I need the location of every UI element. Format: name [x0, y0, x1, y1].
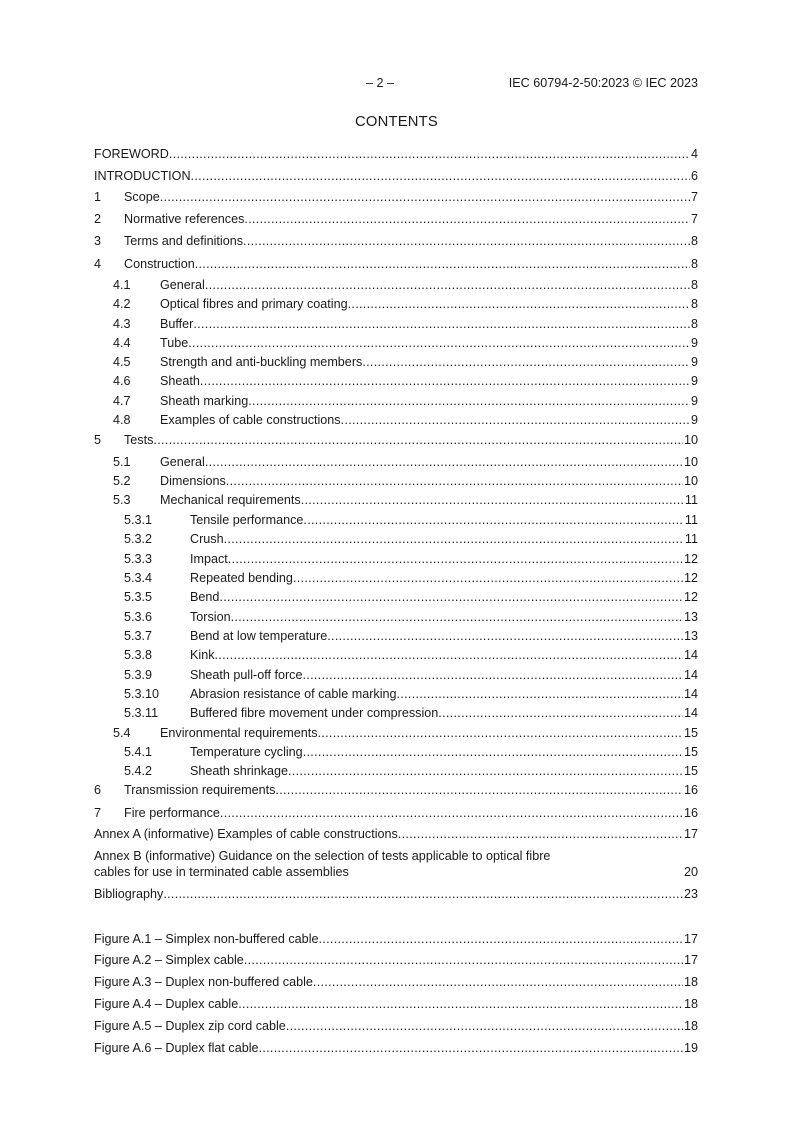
toc-entry[interactable]: 5.3.11 Buffered fibre movement under compression . . . 14 [94, 705, 698, 721]
toc-entry[interactable]: 4.6 Sheath . . . 9 [94, 373, 698, 389]
toc-entry[interactable]: 5.1 General . . . 10 [94, 454, 698, 470]
toc-entry[interactable]: 7 Fire performance . . . 16 [94, 805, 698, 821]
toc-entry[interactable]: 4.5 Strength and anti-buckling members . . . 9 [94, 354, 698, 370]
toc-entry[interactable]: 2 Normative references . . . 7 [94, 211, 698, 227]
toc-entry[interactable]: 4.4 Tube . . . 9 [94, 335, 698, 351]
toc-entry[interactable]: 5 Tests . . . 10 [94, 432, 698, 448]
toc-entry-bibliography[interactable]: Bibliography . . . 23 [94, 886, 698, 902]
toc-entry[interactable]: 5.4 Environmental requirements . . . 15 [94, 725, 698, 741]
toc-entry[interactable]: 1 Scope . . . 7 [94, 189, 698, 205]
toc-entry[interactable]: 5.3.4 Repeated bending . . . 12 [94, 570, 698, 586]
toc-entry[interactable]: 5.3.8 Kink . . . 14 [94, 647, 698, 663]
annex-b-title-line2: cables for use in terminated cable assemblies 20 [94, 865, 698, 879]
page-number: – 2 – [366, 76, 395, 90]
toc-entry[interactable]: 4.2 Optical fibres and primary coating . . . 8 [94, 296, 698, 312]
figure-entry[interactable]: Figure A.5 – Duplex zip cord cable . . . 18 [94, 1018, 698, 1034]
toc-entry[interactable]: 4.8 Examples of cable constructions . . . 9 [94, 412, 698, 428]
toc-entry[interactable]: 5.3.1 Tensile performance . . . 11 [94, 512, 698, 528]
toc-entry[interactable]: 4 Construction . . . 8 [94, 256, 698, 272]
toc-entry[interactable]: 3 Terms and definitions . . . 8 [94, 233, 698, 249]
toc-entry[interactable]: 5.3.9 Sheath pull-off force . . . 14 [94, 667, 698, 683]
toc-entry[interactable]: INTRODUCTION . . . 6 [94, 168, 698, 184]
toc-entry[interactable]: 5.3.7 Bend at low temperature . . . 13 [94, 628, 698, 644]
toc-entry[interactable]: 6 Transmission requirements . . . 16 [94, 782, 698, 798]
toc-entry[interactable]: 5.2 Dimensions . . . 10 [94, 473, 698, 489]
toc-entry[interactable]: 4.1 General . . . 8 [94, 277, 698, 293]
toc-entry[interactable]: 5.4.2 Sheath shrinkage . . . 15 [94, 763, 698, 779]
toc-entry[interactable]: FOREWORD . . . 4 [94, 146, 698, 162]
figure-entry[interactable]: Figure A.6 – Duplex flat cable . . . 19 [94, 1040, 698, 1056]
toc-entry[interactable]: 5.3.3 Impact . . . 12 [94, 551, 698, 567]
annex-b-title-line1: Annex B (informative) Guidance on the selection of tests applicable to optical fibre [94, 849, 551, 863]
figure-entry[interactable]: Figure A.3 – Duplex non-buffered cable . . . 18 [94, 974, 698, 990]
toc-entry[interactable]: 5.3.10 Abrasion resistance of cable marking . . . 14 [94, 686, 698, 702]
page-title: CONTENTS [355, 114, 438, 130]
figure-entry[interactable]: Figure A.2 – Simplex cable . . . 17 [94, 952, 698, 968]
toc-entry[interactable]: 5.4.1 Temperature cycling . . . 15 [94, 744, 698, 760]
figure-entry[interactable]: Figure A.4 – Duplex cable . . . 18 [94, 996, 698, 1012]
figure-entry[interactable]: Figure A.1 – Simplex non-buffered cable . . . 17 [94, 931, 698, 947]
toc-entry[interactable]: 5.3.6 Torsion . . . 13 [94, 609, 698, 625]
toc-entry[interactable]: 5.3.5 Bend . . . 12 [94, 589, 698, 605]
toc-entry[interactable]: 5.3 Mechanical requirements . . . 11 [94, 492, 698, 508]
toc-entry-annex-b[interactable] [94, 848, 698, 880]
standard-reference: IEC 60794-2-50:2023 © IEC 2023 [508, 76, 698, 90]
toc-entry[interactable]: 5.3.2 Crush . . . 11 [94, 531, 698, 547]
toc-entry[interactable]: 4.3 Buffer . . . 8 [94, 316, 698, 332]
toc-entry[interactable]: 4.7 Sheath marking . . . 9 [94, 393, 698, 409]
page-header [94, 76, 698, 92]
toc-entry[interactable]: Annex A (informative) Examples of cable constructions . . . 17 [94, 826, 698, 842]
